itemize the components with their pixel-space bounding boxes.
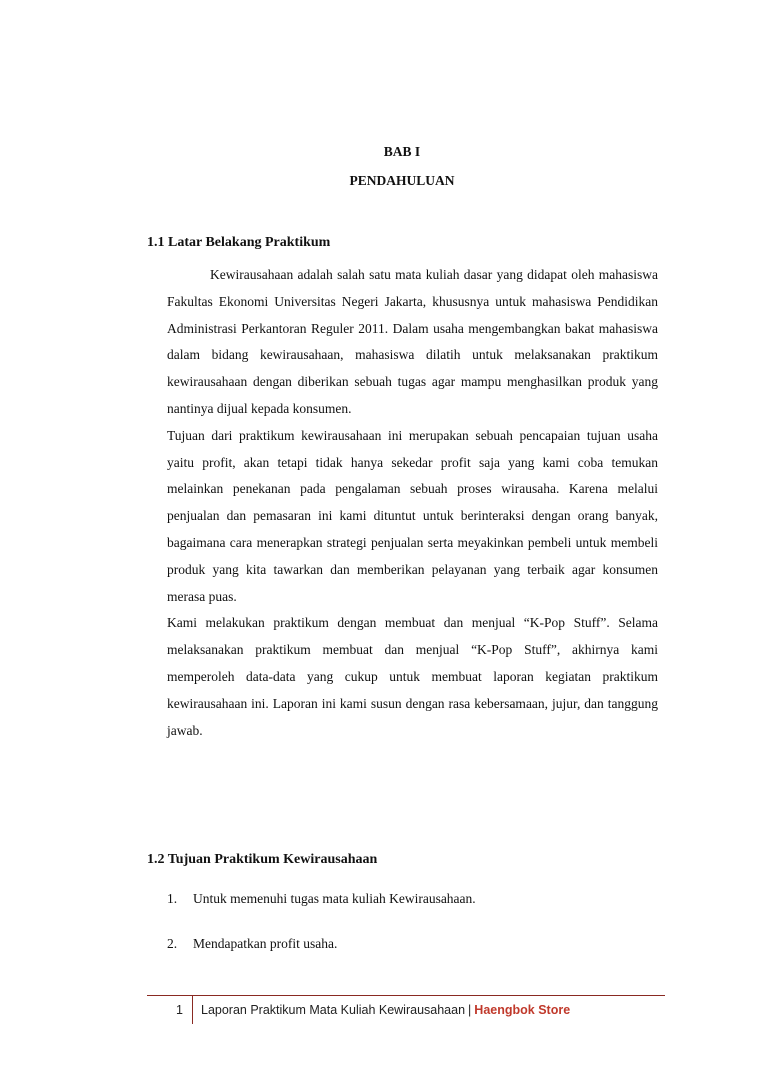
chapter-label: BAB I	[383, 144, 421, 159]
list-item-text: Untuk memenuhi tugas mata kuliah Kewirausahaan.	[193, 891, 476, 906]
footer-separator: |	[468, 1003, 472, 1017]
list-item-number: 2.	[167, 936, 178, 951]
paragraph: Kewirausahaan adalah salah satu mata kuliah dasar yang didapat oleh mahasiswa Fakultas Ekonomi Universitas Negeri Jakarta, khususnya untuk mahasiswa Pendidikan Administrasi Perkantoran Reguler 2011. Dalam usaha mengembangkan bakat mahasiswa dalam bidang kewirausahaan, mahasiswa dilatih untuk melaksanakan praktikum kewirausahaan dengan diberikan sebuah tugas agar mampu menghasilkan produk yang nantinya dijual kepada konsumen.	[167, 267, 658, 416]
section-heading-latar-belakang: 1.1 Latar Belakang Praktikum	[147, 235, 331, 250]
section-heading-tujuan: 1.2 Tujuan Praktikum Kewirausahaan	[147, 852, 378, 867]
footer-report-title: Laporan Praktikum Mata Kuliah Kewirausahaan	[201, 1003, 466, 1017]
chapter-title: PENDAHULUAN	[349, 173, 455, 188]
list-item-text: Mendapatkan profit usaha.	[193, 936, 338, 951]
paragraph: Kami melakukan praktikum dengan membuat dan menjual “K-Pop Stuff”. Selama melaksanakan praktikum membuat dan menjual “K-Pop Stuff”, akhirnya kami memperoleh data-data yang cukup untuk membuat laporan kegiatan praktikum kewirausahaan ini. Laporan ini kami susun dengan rasa kebersamaan, jujur, dan tanggung jawab.	[167, 615, 658, 738]
page-number: 1	[147, 996, 193, 1024]
objectives-list	[167, 886, 476, 976]
list-item	[167, 931, 476, 976]
paragraph: Tujuan dari praktikum kewirausahaan ini merupakan sebuah pencapaian tujuan usaha yaitu profit, akan tetapi tidak hanya sekedar profit saja yang kami coba temukan melainkan penekanan pada pengalaman sebuah proses wirausaha. Karena melalui penjualan dan pemasaran ini kami dituntut untuk berinteraksi dengan orang banyak, bagaimana cara menerapkan strategi penjualan serta meyakinkan pembeli untuk membeli produk yang kita tawarkan dan memberikan pelayanan yang terbaik agar konsumen merasa puas.	[167, 427, 658, 604]
footer-store-name: Haengbok Store	[474, 1003, 571, 1017]
footer	[201, 996, 570, 1024]
section-body-latar-belakang	[167, 246, 658, 744]
list-item	[167, 886, 476, 931]
list-item-number: 1.	[167, 891, 178, 906]
